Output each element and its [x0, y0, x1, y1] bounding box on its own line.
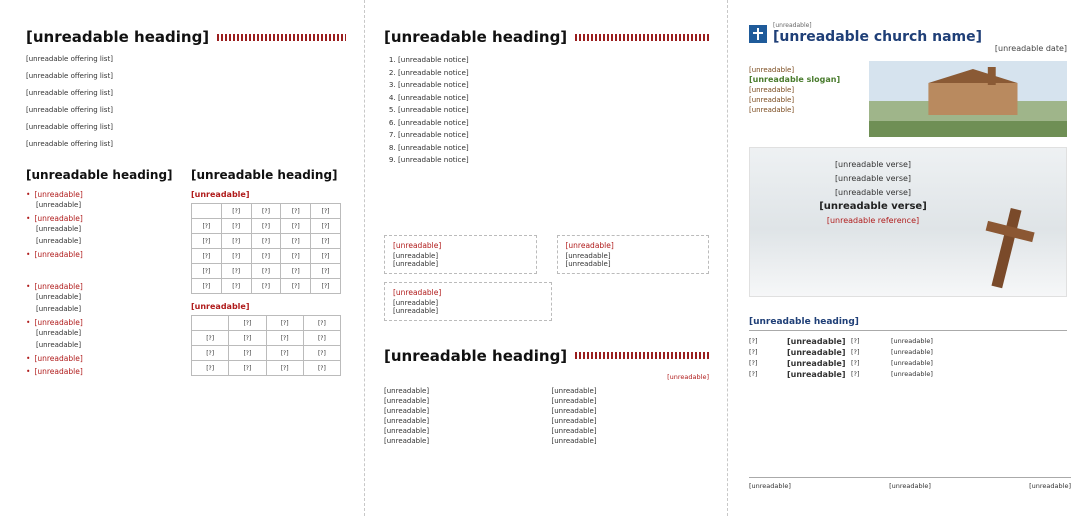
table-cell: [?]: [221, 249, 251, 264]
vehicle-column: [191, 168, 341, 377]
staff-role: [?]: [749, 370, 758, 378]
staff-name: [unreadable]: [787, 370, 846, 379]
table-cell: [?]: [221, 234, 251, 249]
table-cell: [?]: [229, 361, 266, 376]
staff-name: [unreadable]: [787, 337, 846, 346]
table-cell: [?]: [221, 219, 251, 234]
church-header: [749, 22, 1067, 53]
table-cell: [?]: [311, 234, 341, 249]
worship-title: [unreadable heading]: [384, 346, 568, 365]
verse-line: [unreadable verse]: [834, 188, 912, 197]
table-cell: [?]: [281, 219, 311, 234]
news-item: 3. [unreadable notice]: [398, 79, 709, 92]
church-building-illustration: [869, 61, 1067, 137]
table-cell: [?]: [251, 279, 281, 294]
table-cell: [?]: [303, 346, 340, 361]
staff-name: [unreadable]: [891, 337, 933, 345]
table-cell: [?]: [192, 264, 222, 279]
staff-grid: [749, 337, 1067, 379]
news-item: 4. [unreadable notice]: [398, 92, 709, 105]
offering-paragraph: [unreadable offering list]: [26, 72, 113, 80]
volunteer-item-line: [unreadable]: [36, 305, 82, 313]
table-cell: [?]: [281, 279, 311, 294]
notice-box: [384, 235, 537, 274]
news-item: 1. [unreadable notice]: [398, 54, 709, 67]
volunteer-item-label: • [unreadable]: [26, 250, 181, 259]
table-cell: [?]: [229, 331, 266, 346]
notice-box: [384, 282, 552, 321]
staff-name: [unreadable]: [891, 348, 933, 356]
news-item: 9. [unreadable notice]: [398, 154, 709, 167]
offering-paragraph: [unreadable offering list]: [26, 55, 113, 63]
news-item: 2. [unreadable notice]: [398, 67, 709, 80]
table-cell: [?]: [221, 204, 251, 219]
wooden-cross-icon: [976, 206, 1036, 290]
volunteer-item-label: • [unreadable]: [26, 354, 181, 363]
photo-block: [749, 61, 1067, 137]
table-row: [192, 234, 341, 249]
offering-title: [unreadable heading]: [26, 28, 210, 46]
table-cell: [?]: [311, 219, 341, 234]
notice-box-row: [384, 227, 709, 274]
table-cell: [?]: [192, 234, 222, 249]
staff-name: [unreadable]: [787, 359, 846, 368]
table-cell: [?]: [251, 204, 281, 219]
table-cell: [?]: [192, 361, 229, 376]
notice-box-line: [unreadable]: [393, 251, 439, 260]
bulletin-date: [unreadable date]: [994, 44, 1067, 53]
worship-item: [unreadable]: [551, 406, 597, 415]
news-item: 8. [unreadable notice]: [398, 142, 709, 155]
table-cell: [?]: [229, 316, 266, 331]
news-item: 6. [unreadable notice]: [398, 117, 709, 130]
footer-website: [unreadable]: [749, 482, 791, 490]
church-logo: [749, 22, 982, 45]
notice-box-line: [unreadable]: [565, 259, 611, 268]
worship-item: [unreadable]: [384, 396, 430, 405]
table-cell: [?]: [229, 346, 266, 361]
notice-box-line: [unreadable]: [565, 251, 611, 260]
table-cell: [?]: [251, 219, 281, 234]
staff-role: [?]: [749, 337, 758, 345]
worship-item: [unreadable]: [551, 426, 597, 435]
church-building-photo: [869, 61, 1067, 137]
table-cell: [?]: [192, 331, 229, 346]
offering-paragraph: [unreadable offering list]: [26, 123, 113, 131]
table-cell: [?]: [251, 234, 281, 249]
table-cell: [?]: [303, 361, 340, 376]
volunteer-title: [unreadable heading]: [26, 168, 173, 182]
staff-role: [?]: [851, 370, 860, 378]
news-section-head: [384, 28, 709, 46]
table-cell: [?]: [281, 234, 311, 249]
volunteer-item-label: • [unreadable]: [26, 190, 181, 199]
table-row: [192, 361, 341, 376]
table-cell: [?]: [266, 331, 303, 346]
staff-role: [?]: [749, 348, 758, 356]
staff-name: [unreadable]: [787, 348, 846, 357]
table-cell: [?]: [251, 249, 281, 264]
hatch-divider: [575, 34, 709, 41]
staff-name: [unreadable]: [891, 359, 933, 367]
vehicle-title: [unreadable heading]: [191, 168, 338, 182]
middle-panel: [364, 0, 727, 516]
staff-role: [?]: [851, 359, 860, 367]
offering-paragraph: [unreadable offering list]: [26, 106, 113, 114]
worship-item: [unreadable]: [551, 386, 597, 395]
table-cell: [?]: [221, 279, 251, 294]
table-cell: [?]: [192, 219, 222, 234]
volunteer-vehicle-row: [26, 168, 346, 377]
photo-slogan: [unreadable slogan]: [749, 75, 841, 84]
table-cell: [?]: [311, 264, 341, 279]
vehicle-subtitle: [unreadable]: [191, 302, 250, 311]
church-name: [unreadable church name]: [773, 29, 983, 45]
volunteer-item-label: • [unreadable]: [26, 214, 181, 223]
notice-box-line: [unreadable]: [393, 298, 439, 307]
notice-box: [557, 235, 710, 274]
worship-item: [unreadable]: [384, 426, 430, 435]
notice-box-title: [unreadable]: [393, 240, 442, 250]
notice-box-title: [unreadable]: [393, 287, 442, 297]
staff-role: [?]: [851, 348, 860, 356]
worship-section-head: [384, 347, 709, 365]
table-row: [192, 219, 341, 234]
verse-card: [749, 147, 1067, 297]
staff-role: [?]: [749, 359, 758, 367]
photo-caption: [749, 61, 869, 137]
staff-title: [unreadable heading]: [749, 317, 1067, 331]
volunteer-item-line: [unreadable]: [36, 329, 82, 337]
table-cell: [?]: [192, 346, 229, 361]
footer-phone: [unreadable]: [889, 482, 931, 490]
table-cell: [?]: [192, 279, 222, 294]
worship-item: [unreadable]: [384, 406, 430, 415]
table-cell: [?]: [221, 264, 251, 279]
volunteer-item-line: [unreadable]: [36, 293, 82, 301]
volunteer-item-line: [unreadable]: [36, 237, 82, 245]
verse-line: [unreadable verse]: [834, 160, 912, 169]
table-cell: [?]: [266, 346, 303, 361]
table-row: [192, 346, 341, 361]
table-cell: [?]: [303, 316, 340, 331]
volunteer-item-label: • [unreadable]: [26, 318, 181, 327]
church-footer: [749, 477, 1071, 490]
church-subname: [unreadable]: [773, 22, 812, 29]
vehicle-subtitle: [unreadable]: [191, 190, 250, 199]
table-cell: [?]: [192, 249, 222, 264]
worship-item: [unreadable]: [384, 416, 430, 425]
worship-note: [unreadable]: [667, 372, 709, 381]
news-title: [unreadable heading]: [384, 28, 568, 46]
verse-line: [unreadable verse]: [834, 174, 912, 183]
volunteer-item-line: [unreadable]: [36, 341, 82, 349]
volunteer-item-label: • [unreadable]: [26, 367, 181, 376]
volunteer-item-line: [unreadable]: [36, 225, 82, 233]
table-row: [192, 331, 341, 346]
table-cell: [?]: [281, 264, 311, 279]
worship-grid: [384, 387, 709, 445]
worship-item: [unreadable]: [384, 386, 430, 395]
photo-line: [unreadable]: [749, 86, 795, 94]
volunteer-item-line: [unreadable]: [36, 201, 82, 209]
table-cell: [?]: [251, 264, 281, 279]
worship-item: [unreadable]: [551, 416, 597, 425]
table-cell: [192, 204, 222, 219]
news-item: 7. [unreadable notice]: [398, 129, 709, 142]
table-cell: [?]: [281, 249, 311, 264]
table-row: [192, 316, 341, 331]
worship-item: [unreadable]: [551, 396, 597, 405]
right-panel: [727, 0, 1091, 516]
verse-text: [758, 158, 988, 228]
photo-line: [unreadable]: [749, 106, 795, 114]
vehicle-table: [191, 203, 341, 294]
worship-item: [unreadable]: [551, 436, 597, 445]
church-name-block: [773, 22, 982, 45]
news-item: 5. [unreadable notice]: [398, 104, 709, 117]
table-cell: [?]: [266, 361, 303, 376]
worship-item: [unreadable]: [384, 436, 430, 445]
left-panel: [0, 0, 364, 516]
news-list: [384, 54, 709, 167]
notice-box-line: [unreadable]: [393, 306, 439, 315]
table-cell: [?]: [311, 204, 341, 219]
table-row: [192, 249, 341, 264]
table-cell: [?]: [311, 249, 341, 264]
hatch-divider: [575, 352, 709, 359]
table-cell: [?]: [303, 331, 340, 346]
hatch-divider: [217, 34, 346, 41]
table-row: [192, 204, 341, 219]
table-cell: [192, 316, 229, 331]
table-cell: [?]: [311, 279, 341, 294]
offering-paragraph: [unreadable offering list]: [26, 89, 113, 97]
staff-name: [unreadable]: [891, 370, 933, 378]
cross-logo-icon: [749, 25, 767, 43]
offering-paragraph: [unreadable offering list]: [26, 140, 113, 148]
vehicle-section-head: [191, 168, 341, 182]
photo-line: [unreadable]: [749, 96, 795, 104]
volunteer-item-label: • [unreadable]: [26, 282, 181, 291]
table-row: [192, 264, 341, 279]
table-row: [192, 279, 341, 294]
notice-box-line: [unreadable]: [393, 259, 439, 268]
notice-box-title: [unreadable]: [565, 240, 614, 250]
photo-year: [unreadable]: [749, 66, 795, 74]
spacer: [26, 260, 181, 278]
offering-section-head: [26, 28, 346, 46]
footer-address: [unreadable]: [1029, 482, 1071, 490]
verse-line: [unreadable verse]: [819, 201, 927, 212]
table-cell: [?]: [266, 316, 303, 331]
volunteer-column: [26, 168, 181, 377]
table-cell: [?]: [281, 204, 311, 219]
vehicle-table-2: [191, 315, 341, 376]
staff-role: [?]: [851, 337, 860, 345]
volunteer-section-head: [26, 168, 181, 182]
verse-reference: [unreadable reference]: [826, 216, 920, 225]
